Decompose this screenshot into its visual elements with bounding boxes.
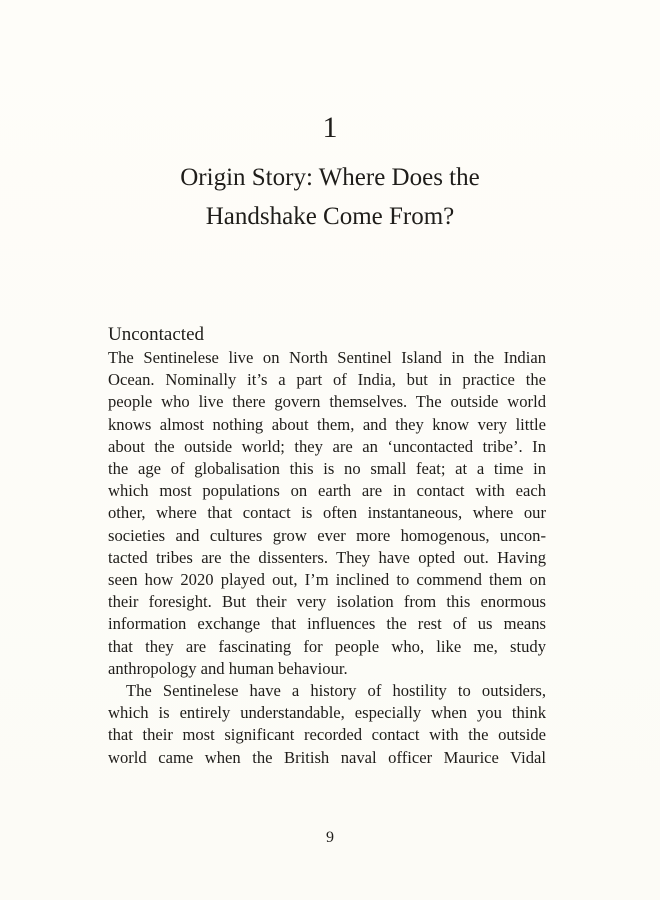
text-line: information exchange that influences the rest of us means	[108, 614, 546, 634]
section-heading: Uncontacted	[108, 324, 205, 345]
body-text	[108, 347, 546, 769]
text-line: Ocean. Nominally it’s a part of India, but in practice the	[108, 370, 546, 390]
text-line: tacted tribes are the dissenters. They have opted out. Having	[108, 547, 546, 567]
text-line: knows almost nothing about them, and they know very little	[108, 414, 546, 434]
chapter-title-line: Handshake Come From?	[205, 203, 455, 230]
text-line: which is entirely understandable, especially when you think	[108, 703, 546, 723]
text-line: people who live there govern themselves. The outside world	[108, 392, 546, 412]
text-line: The Sentinelese live on North Sentinel Island in the Indian	[108, 348, 546, 367]
text-line: which most populations on earth are in contact with each	[108, 481, 546, 501]
paragraph-1	[108, 347, 546, 680]
text-line: world came when the British naval officer Maurice Vidal	[108, 747, 546, 767]
text-line: The Sentinelese have a history of hostility to outsiders,	[126, 681, 546, 701]
paragraph-2	[108, 680, 546, 769]
text-line: anthropology and human behaviour.	[108, 658, 348, 678]
text-line: their foresight. But their very isolation from this enormous	[108, 592, 546, 612]
text-line: that they are fascinating for people who, like me, study	[108, 636, 546, 656]
text-line: about the outside world; they are an ‘uncontacted tribe’. In	[108, 436, 546, 456]
text-line: societies and cultures grow ever more homogenous, uncon-	[108, 525, 546, 545]
chapter-title-line: Origin Story: Where Does the	[180, 164, 480, 191]
text-line: other, where that contact is often instantaneous, where our	[108, 503, 546, 523]
text-line: that their most significant recorded contact with the outside	[108, 725, 546, 745]
chapter-title	[120, 158, 540, 236]
chapter-number: 1	[322, 111, 338, 144]
page-number: 9	[326, 829, 334, 846]
text-line: the age of globalisation this is no small feat; at a time in	[108, 459, 546, 479]
text-line: seen how 2020 played out, I’m inclined to commend them on	[108, 570, 546, 590]
